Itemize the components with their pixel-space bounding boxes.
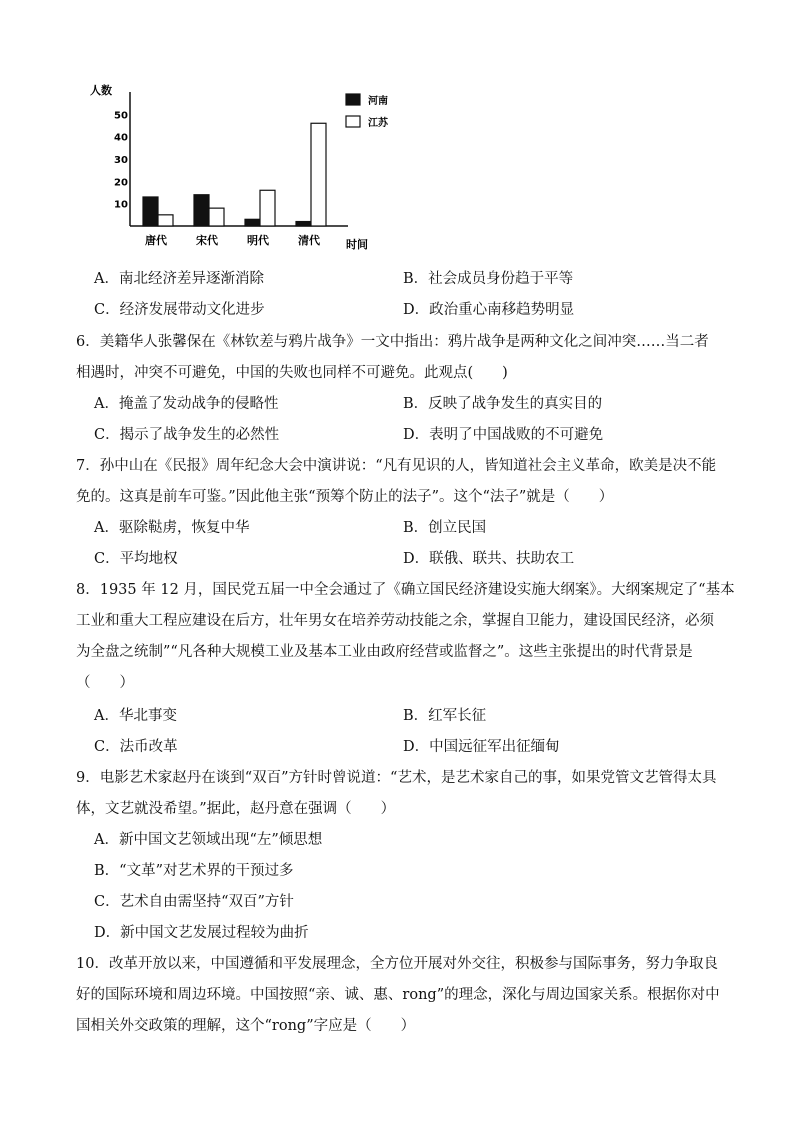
q6-stem-line1: 6．美籍华人张馨保在《林钦差与鸦片战争》一文中指出：鸦片战争是两种文化之间冲突……当二者 <box>76 334 709 350</box>
x-axis-label: 时间 <box>346 238 368 251</box>
x-tick-label: 唐代 <box>145 234 167 247</box>
q10-stem-line2: 好的国际环境和周边环境。中国按照“亲、诚、惠、rong”的理念，深化与周边国家关系。根据你对中 <box>76 987 720 1003</box>
q7-option-a[interactable]: A．驱除鞑虏，恢复中华 <box>94 520 250 536</box>
x-tick-label: 明代 <box>247 234 269 247</box>
q8-option-a[interactable]: A．华北事变 <box>94 708 177 724</box>
q5-option-d[interactable]: D．政治重心南移趋势明显 <box>403 302 575 318</box>
x-tick-label: 宋代 <box>196 234 218 247</box>
bar-henan <box>296 222 311 226</box>
y-tick-label: 50 <box>114 110 128 122</box>
legend-label: 江苏 <box>368 118 388 129</box>
bar-chart <box>80 78 420 258</box>
q9-stem-line2: 体，文艺就没希望。”据此，赵丹意在强调（ ） <box>76 801 396 817</box>
y-axis-label: 人数 <box>90 84 112 97</box>
q8-stem-line1: 8．1935 年 12 月，国民党五届一中全会通过了《确立国民经济建设实施大纲案》。大纲案规定了“基本 <box>76 582 735 598</box>
q8-option-b[interactable]: B．红军长征 <box>403 708 487 724</box>
bar-henan <box>143 197 158 226</box>
q5-option-a[interactable]: A．南北经济差异逐渐消除 <box>94 271 264 287</box>
q7-stem-line2: 免的。这真是前车可鉴。”因此他主张“预筹个防止的法子”。这个“法子”就是（ ） <box>76 489 614 505</box>
q5-option-c[interactable]: C．经济发展带动文化进步 <box>94 302 265 318</box>
bar-jiangsu <box>260 190 275 226</box>
legend-label: 河南 <box>368 96 388 107</box>
bar-henan <box>194 195 209 226</box>
q5-option-b[interactable]: B．社会成员身份趋于平等 <box>403 271 574 287</box>
q10-stem-line1: 10．改革开放以来，中国遵循和平发展理念，全方位开展对外交往，积极参与国际事务，努力争取良 <box>76 956 718 972</box>
q7-option-d[interactable]: D．联俄、联共、扶助农工 <box>403 551 575 567</box>
q7-option-c[interactable]: C．平均地权 <box>94 551 178 567</box>
q7-option-b[interactable]: B．创立民国 <box>403 520 487 536</box>
q8-option-c[interactable]: C．法币改革 <box>94 739 178 755</box>
q8-stem-line2: 工业和重大工程应建设在后方，壮年男女在培养劳动技能之余，掌握自卫能力，建设国民经济，必须 <box>76 613 714 629</box>
q10-stem-line3: 国相关外交政策的理解，这个“rong”字应是（ ） <box>76 1018 416 1034</box>
q9-option-a[interactable]: A．新中国文艺领域出现“左”倾思想 <box>94 832 323 848</box>
q6-stem-line2: 相遇时，冲突不可避免，中国的失败也同样不可避免。此观点( ) <box>76 365 508 381</box>
q9-option-b[interactable]: B．“文革”对艺术界的干预过多 <box>94 863 294 879</box>
y-tick-label: 40 <box>114 132 128 144</box>
q6-option-c[interactable]: C．揭示了战争发生的必然性 <box>94 427 280 443</box>
bar-henan <box>245 219 260 226</box>
q7-stem-line1: 7．孙中山在《民报》周年纪念大会中演讲说：“凡有见识的人，皆知道社会主义革命，欧美是决不能 <box>76 458 717 474</box>
y-tick-label: 10 <box>114 199 128 211</box>
bar-jiangsu <box>158 215 173 226</box>
x-tick-label: 清代 <box>298 234 320 247</box>
bar-jiangsu <box>311 123 326 226</box>
q9-stem-line1: 9．电影艺术家赵丹在谈到“双百”方针时曾说道：“艺术，是艺术家自己的事，如果党管文艺管得太具 <box>76 770 717 786</box>
q9-option-d[interactable]: D．新中国文艺发展过程较为曲折 <box>94 925 309 941</box>
bar-jiangsu <box>209 208 224 226</box>
q6-option-b[interactable]: B．反映了战争发生的真实目的 <box>403 396 603 412</box>
legend-swatch <box>346 116 360 127</box>
q8-option-d[interactable]: D．中国远征军出征缅甸 <box>403 739 560 755</box>
q6-option-d[interactable]: D．表明了中国战败的不可避免 <box>403 427 604 443</box>
legend-swatch <box>346 94 360 105</box>
y-tick-label: 20 <box>114 177 128 189</box>
y-tick-label: 30 <box>114 155 128 166</box>
q8-stem-line4: （ ） <box>76 675 134 691</box>
q6-option-a[interactable]: A．掩盖了发动战争的侵略性 <box>94 396 279 412</box>
q8-stem-line3: 为全盘之统制”“凡各种大规模工业及基本工业由政府经营或监督之”。这些主张提出的时代背景是 <box>76 644 693 660</box>
q9-option-c[interactable]: C．艺术自由需坚持“双百”方针 <box>94 894 294 910</box>
